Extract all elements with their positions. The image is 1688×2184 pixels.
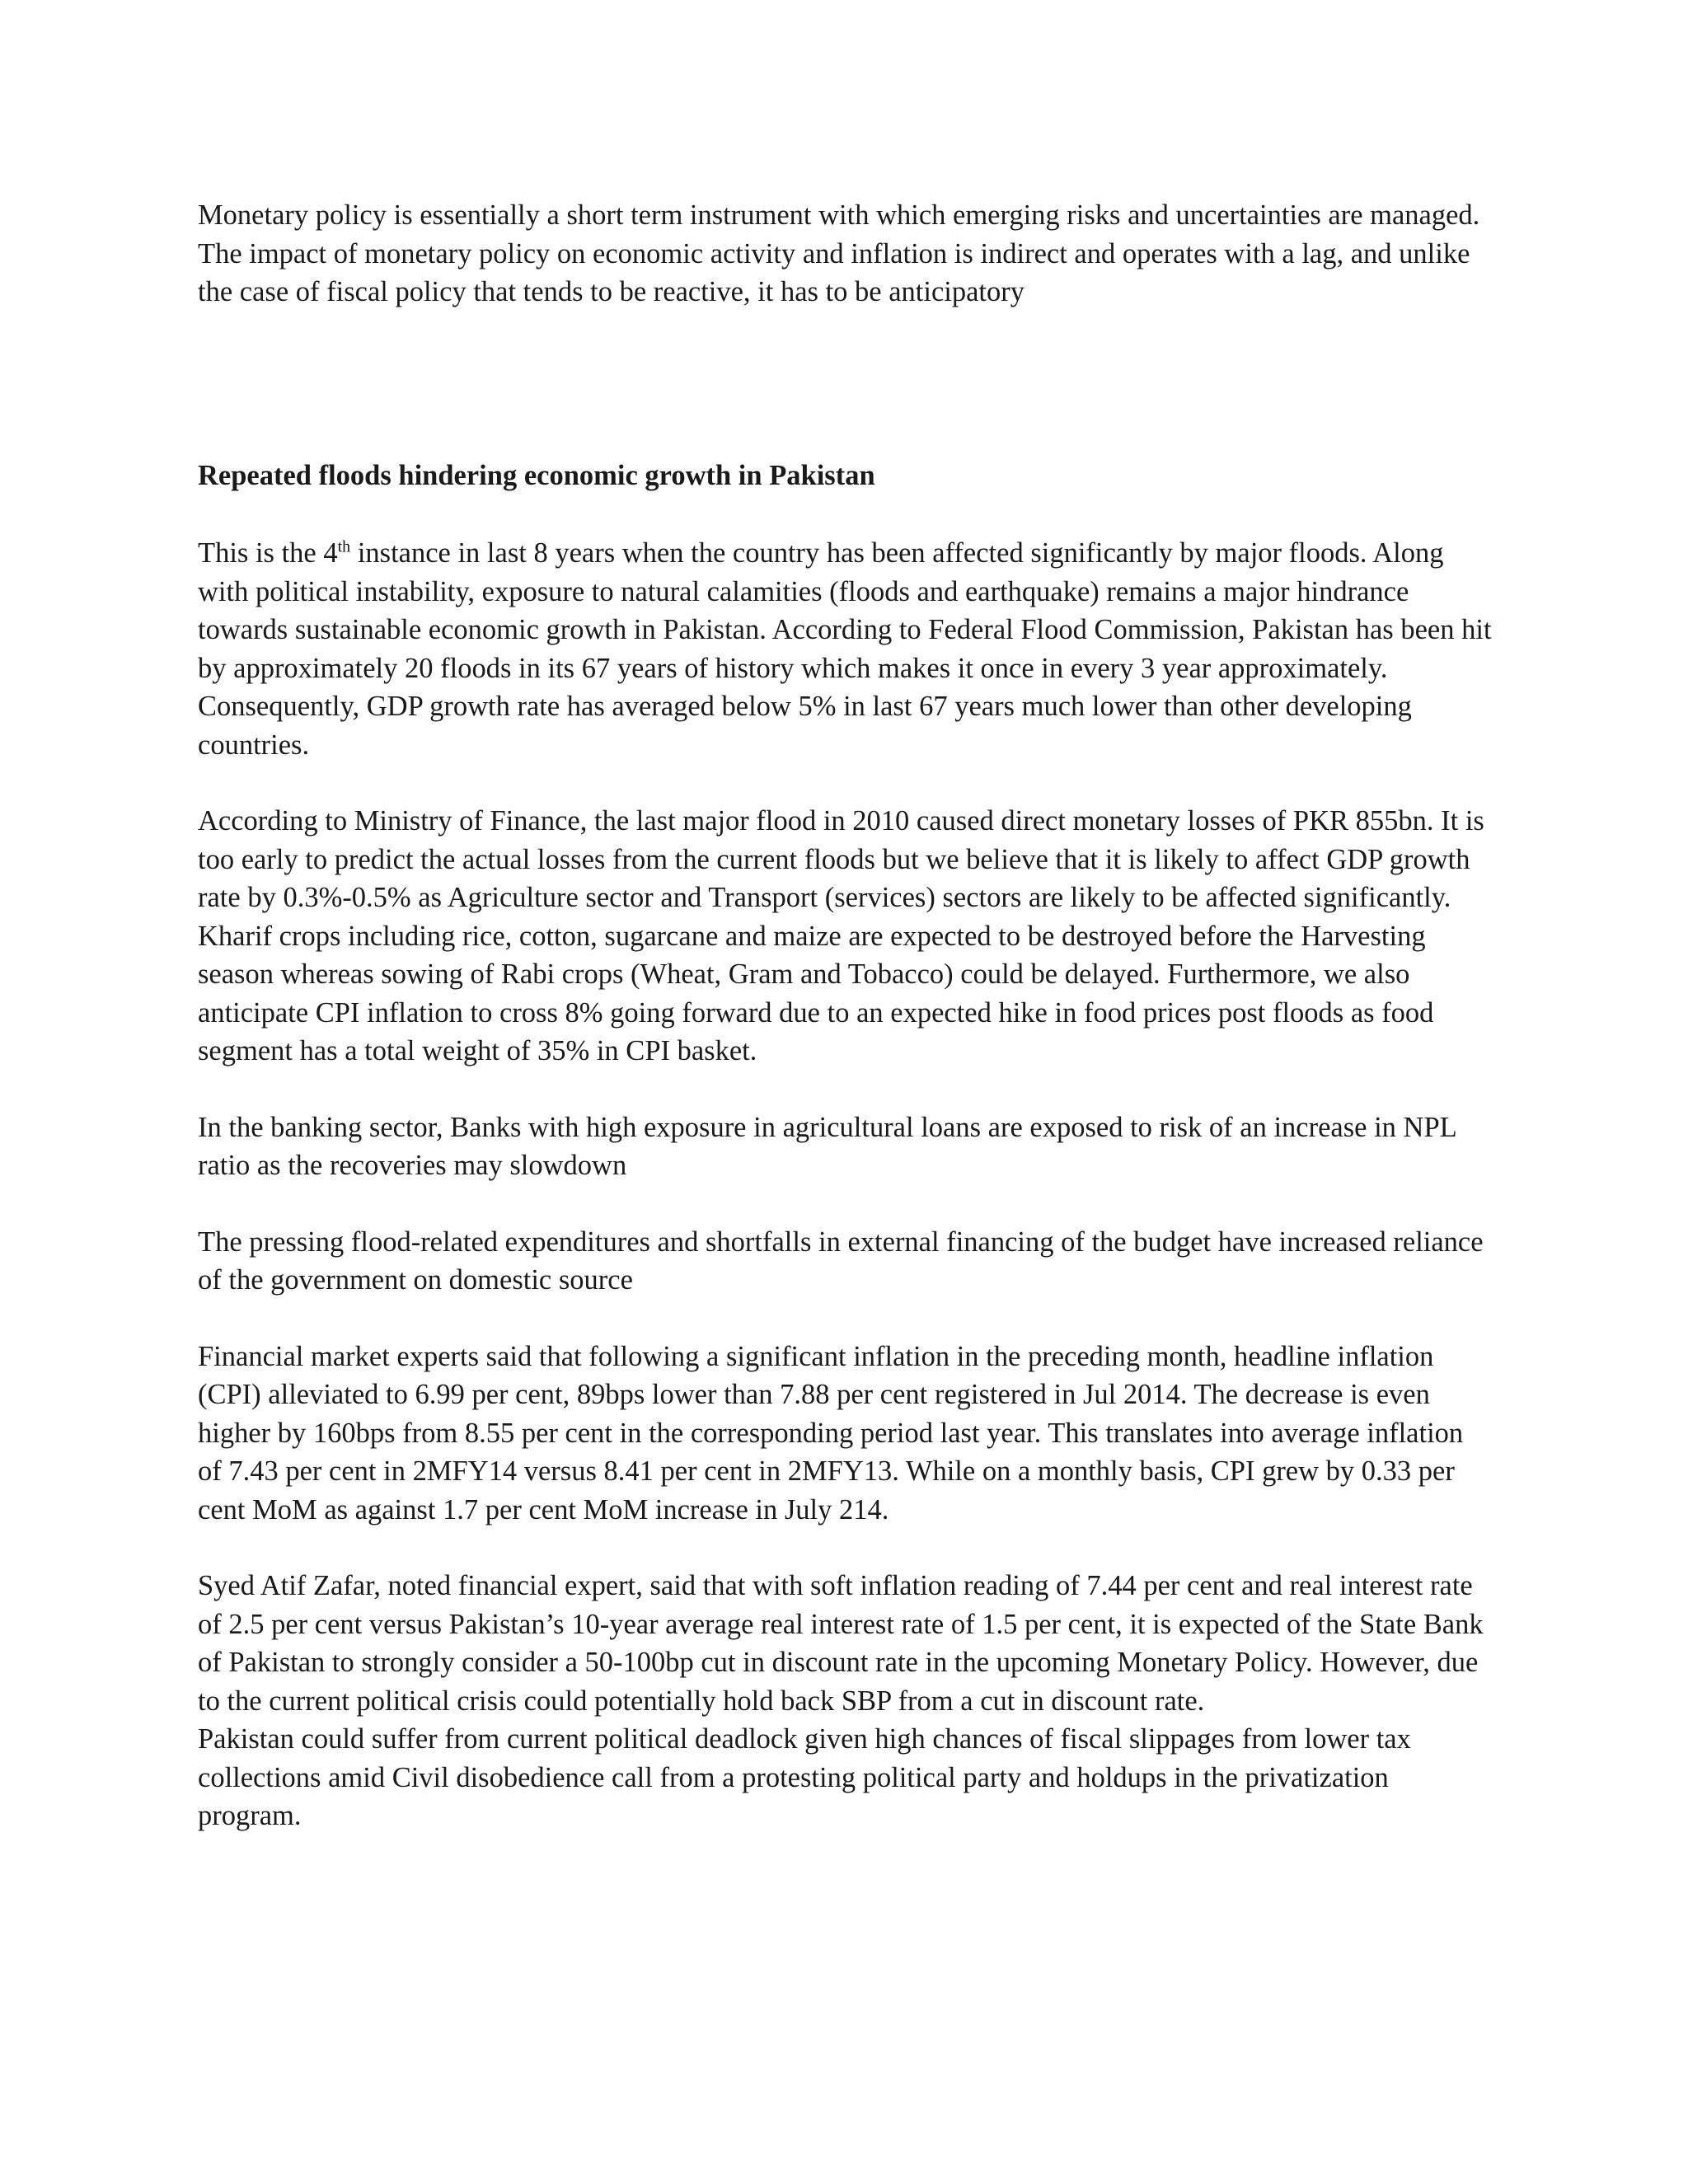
zafar-paragraph: Syed Atif Zafar, noted financial expert, said that with soft inflation reading of 7.44 per cent and real interest rate of 2.5 per cent versus Pakistan’s 10-year average real interest rate of 1.5 per cent, it is expected of the State Bank of Pakistan to strongly consider a 50-100bp cut in discount rate in the upcoming Monetary Policy. However, due to the current political crisis could potentially hold back SBP from a cut in discount rate. bbox=[198, 1570, 1484, 1717]
ministry-paragraph: According to Ministry of Finance, the last major flood in 2010 caused direct monetary losses of PKR 855bn. It is too early to predict the actual losses from the current floods but we believe that it is likely to affect GDP growth rate by 0.3%-0.5% as Agriculture sector and Transport (services) sectors are likely to be affected significantly. Kharif crops including rice, cotton, sugarcane and maize are expected to be destroyed before the Harvesting season whereas sowing of Rabi crops (Wheat, Gram and Tobacco) could be delayed. Furthermore, we also anticipate CPI inflation to cross 8% going forward due to an expected hike in food prices post floods as food segment has a total weight of 35% in CPI basket. bbox=[198, 805, 1484, 1066]
deadlock-paragraph: Pakistan could suffer from current political deadlock given high chances of fiscal slippages from lower tax collections amid Civil disobedience call from a protesting political party and holdups in the privatization program. bbox=[198, 1723, 1411, 1831]
ordinal-superscript: th bbox=[337, 537, 351, 556]
intro-paragraph: Monetary policy is essentially a short term instrument with which emerging risks and uncertainties are managed. The impact of monetary policy on economic activity and inflation is indirect and operates with a lag, and unlike the case of fiscal policy that tends to be reactive, it has to be anticipatory bbox=[198, 199, 1480, 307]
floods-text-rest: instance in last 8 years when the country has been affected significantly by major floods. Along with political instability, exposure to natural calamities (floods and earthquake) remains a major hindrance towards sustainable economic growth in Pakistan. According to Federal Flood Commission, Pakistan has been hit by approximately 20 floods in its 67 years of history which makes it once in every 3 year approximately. Consequently, GDP growth rate has averaged below 5% in last 67 years much lower than other developing countries. bbox=[198, 537, 1492, 761]
banking-paragraph: In the banking sector, Banks with high exposure in agricultural loans are exposed to risk of an increase in NPL ratio as the recoveries may slowdown bbox=[198, 1111, 1456, 1181]
section-heading: Repeated floods hindering economic growth in Pakistan bbox=[198, 459, 875, 491]
expenditures-paragraph: The pressing flood-related expenditures and shortfalls in external financing of the budget have increased reliance of the government on domestic source bbox=[198, 1226, 1484, 1296]
document-body bbox=[198, 196, 1492, 1835]
floods-text-start: This is the 4 bbox=[198, 537, 338, 569]
market-paragraph: Financial market experts said that following a significant inflation in the preceding month, headline inflation (CPI) alleviated to 6.99 per cent, 89bps lower than 7.88 per cent registered in Jul 2014. The decrease is even higher by 160bps from 8.55 per cent in the corresponding period last year. This translates into average inflation of 7.43 per cent in 2MFY14 versus 8.41 per cent in 2MFY13. While on a monthly basis, CPI grew by 0.33 per cent MoM as against 1.7 per cent MoM increase in July 214. bbox=[198, 1340, 1464, 1526]
floods-paragraph bbox=[198, 534, 1492, 764]
